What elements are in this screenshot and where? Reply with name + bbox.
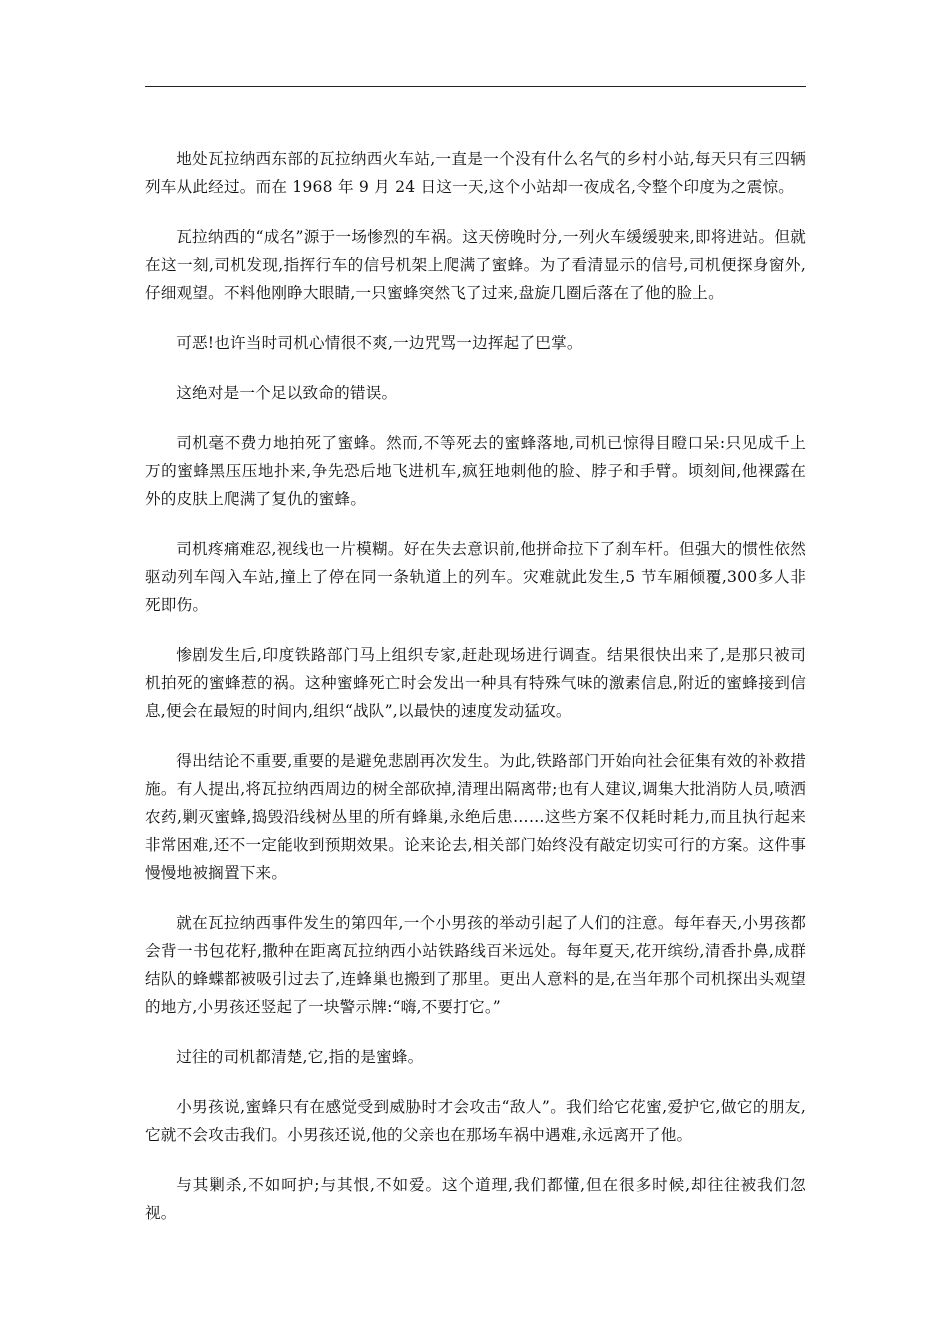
paragraph: 小男孩说,蜜蜂只有在感觉受到威胁时才会攻击“敌人”。我们给它花蜜,爱护它,做它的朋友,它就不会攻击我们。小男孩还说,他的父亲也在那场车祸中遇难,永远离开了他。: [145, 1098, 806, 1144]
paragraph: 过往的司机都清楚,它,指的是蜜蜂。: [176, 1048, 424, 1066]
paragraph: 得出结论不重要,重要的是避免悲剧再次发生。为此,铁路部门开始向社会征集有效的补救措施。有人提出,将瓦拉纳西周边的树全部砍掉,清理出隔离带;也有人建议,调集大批消防人员,喷洒农药,剿灭蜜蜂,捣毁沿线树丛里的所有蜂巢,永绝后患……这些方案不仅耗时耗力,而且执行起来非常困难,还不一定能收到预期效果。论来论去,相关部门始终没有敲定切实可行的方案。这件事慢慢地被搁置下来。: [145, 752, 806, 882]
paragraph: 司机疼痛难忍,视线也一片模糊。好在失去意识前,他拼命拉下了刹车杆。但强大的惯性依然驱动列车闯入车站,撞上了停在同一条轨道上的列车。灾难就此发生,5 节车厢倾覆,300多人非死即伤。: [145, 540, 806, 614]
paragraph: 与其剿杀,不如呵护;与其恨,不如爱。这个道理,我们都懂,但在很多时候,却往往被我们忽视。: [145, 1176, 806, 1222]
paragraph: 就在瓦拉纳西事件发生的第四年,一个小男孩的举动引起了人们的注意。每年春天,小男孩都会背一书包花籽,撒种在距离瓦拉纳西小站铁路线百米远处。每年夏天,花开缤纷,清香扑鼻,成群结队的蜂蝶都被吸引过去了,连蜂巢也搬到了那里。更出人意料的是,在当年那个司机探出头观望的地方,小男孩还竖起了一块警示牌:“嗨,不要打它。”: [145, 914, 806, 1016]
paragraph: 司机毫不费力地拍死了蜜蜂。然而,不等死去的蜜蜂落地,司机已惊得目瞪口呆:只见成千上万的蜜蜂黑压压地扑来,争先恐后地飞进机车,疯狂地刺他的脸、脖子和手臂。顷刻间,他裸露在外的皮肤上爬满了复仇的蜜蜂。: [145, 434, 806, 508]
header-rule: [145, 86, 806, 87]
paragraph: 可恶!也许当时司机心情很不爽,一边咒骂一边挥起了巴掌。: [176, 334, 583, 352]
paragraph: 这绝对是一个足以致命的错误。: [176, 384, 398, 402]
paragraph: 地处瓦拉纳西东部的瓦拉纳西火车站,一直是一个没有什么名气的乡村小站,每天只有三四辆列车从此经过。而在 1968 年 9 月 24 日这一天,这个小站却一夜成名,令整个印度为之震惊。: [145, 150, 806, 196]
article-body: [145, 145, 806, 1249]
paragraph: 瓦拉纳西的“成名”源于一场惨烈的车祸。这天傍晚时分,一列火车缓缓驶来,即将进站。但就在这一刻,司机发现,指挥行车的信号机架上爬满了蜜蜂。为了看清显示的信号,司机便探身窗外,仔细观望。不料他刚睁大眼睛,一只蜜蜂突然飞了过来,盘旋几圈后落在了他的脸上。: [145, 228, 806, 302]
paragraph: 惨剧发生后,印度铁路部门马上组织专家,赶赴现场进行调查。结果很快出来了,是那只被司机拍死的蜜蜂惹的祸。这种蜜蜂死亡时会发出一种具有特殊气味的激素信息,附近的蜜蜂接到信息,便会在最短的时间内,组织“战队”,以最快的速度发动猛攻。: [145, 646, 806, 720]
